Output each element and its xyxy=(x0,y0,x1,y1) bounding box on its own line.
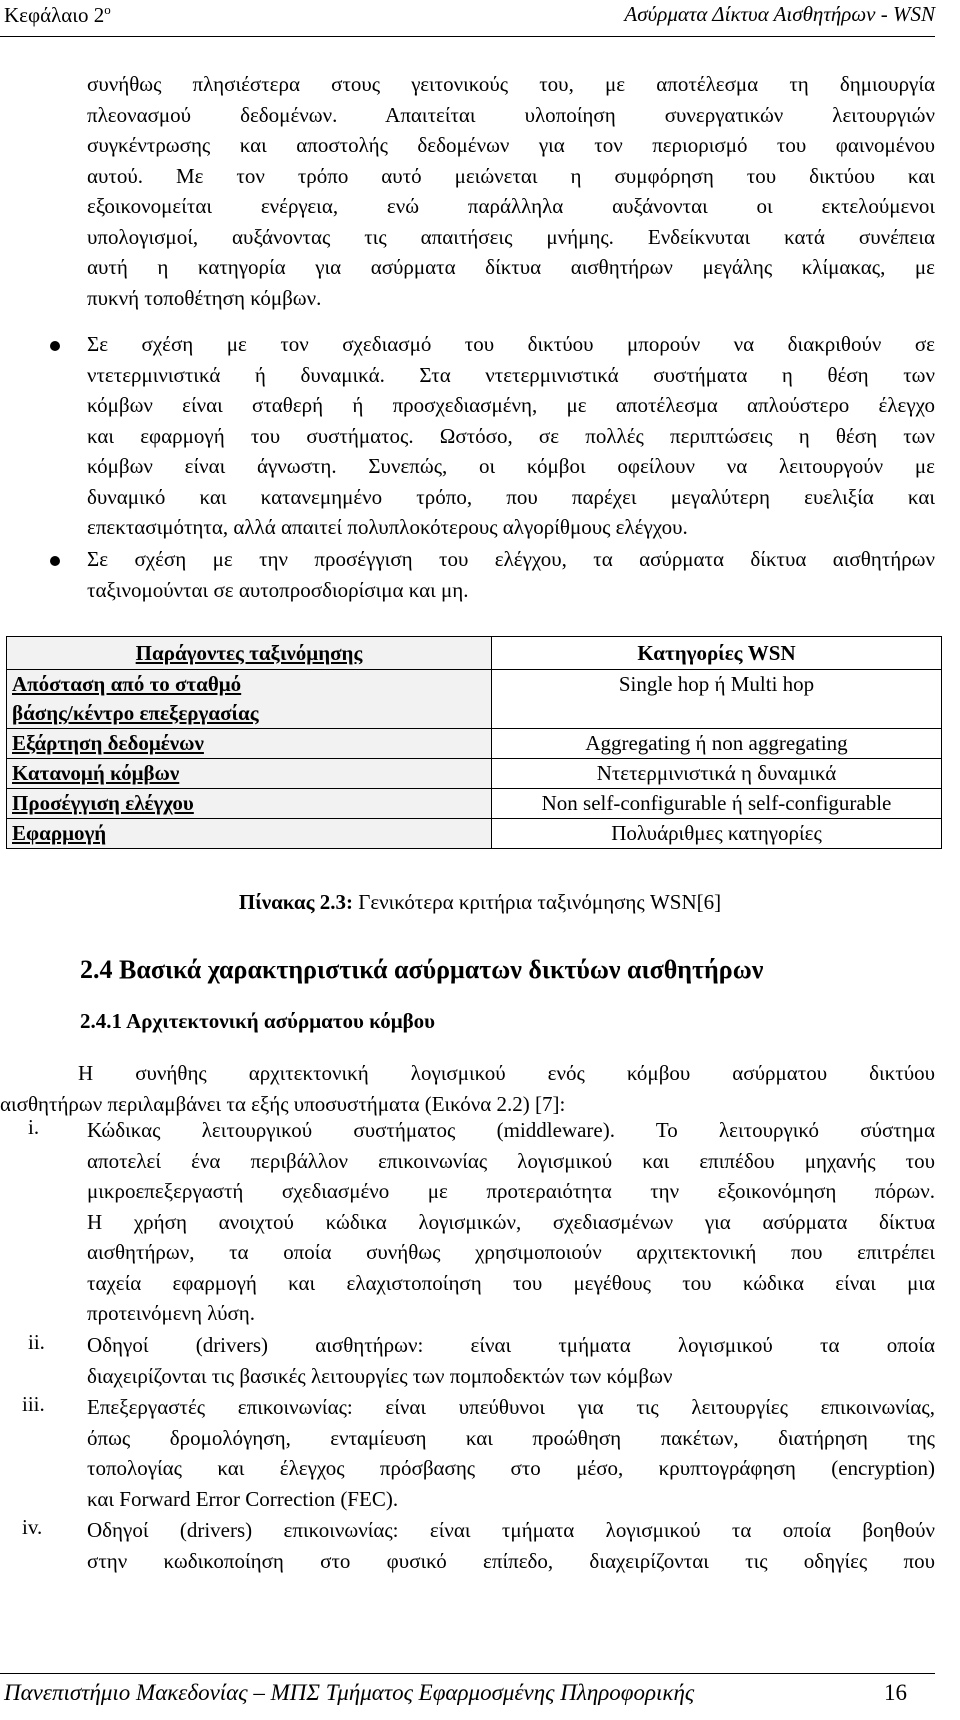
paragraph-continuation xyxy=(87,69,935,313)
text-line: Κώδικας λειτουργικού συστήματος (middleware). Το λειτουργικό σύστημα xyxy=(87,1118,935,1142)
table-header-row xyxy=(7,637,942,670)
bullet-icon xyxy=(50,341,60,351)
text-line: δυναμικό και κατανεμημένο τρόπο, που παρέχει μεγαλύτερη ευελιξία και xyxy=(87,484,935,509)
table-row xyxy=(7,729,942,759)
text-line: Η συνήθης αρχιτεκτονική λογισμικού ενός κόμβου ασύρματου δικτύου xyxy=(78,1061,935,1085)
table-cell-category: Single hop ή Multi hop xyxy=(492,670,942,729)
text-line: αυτή η κατηγορία για ασύρματα δίκτυα αισθητήρων μεγάλης κλίμακας, με xyxy=(87,255,935,279)
text-line: στην κωδικοποίηση στο φυσικό επίπεδο, διαχειρίζονται τις οδηγίες που xyxy=(87,1548,935,1573)
text-line: Σε σχέση με την προσέγγιση του ελέγχου, τα ασύρματα δίκτυα αισθητήρων xyxy=(87,547,935,571)
text-line: κόμβων είναι άγνωστη. Συνεπώς, οι κόμβοι οφείλουν να λειτουργούν με xyxy=(87,454,935,478)
list-item xyxy=(87,1392,935,1514)
table-row xyxy=(7,670,942,729)
list-number: ii. xyxy=(28,1330,45,1354)
subsection-title: 2.4.1 Αρχιτεκτονική ασύρματου κόμβου xyxy=(80,1009,436,1033)
page-footer xyxy=(0,1673,935,1720)
classification-table xyxy=(6,636,942,849)
text-line: ντετερμινιστικά ή δυναμικά. Στα ντετερμινιστικά συστήματα η θέση των xyxy=(87,362,935,387)
text-line: συνήθως πλησιέστερα στους γειτονικούς του, με αποτέλεσμα τη δημιουργία xyxy=(87,72,935,96)
text-line: αισθητήρων περιλαμβάνει τα εξής υποσυστήματα (Εικόνα 2.2) [7]: xyxy=(0,1091,566,1116)
text-line: όπως δρομολόγηση, ενταμίευση και προώθηση πακέτων, διατήρηση της xyxy=(87,1425,935,1450)
table-cell-factor: Απόσταση από το σταθμό βάσης/κέντρο επεξεργασίας xyxy=(7,670,492,729)
text-line: αυτού. Με τον τρόπο αυτό μειώνεται η συμφόρηση του δικτύου και xyxy=(87,163,935,188)
list-number: iv. xyxy=(22,1515,43,1539)
text-line: προτεινόμενη λύση. xyxy=(87,1301,256,1325)
table-header-factors: Παράγοντες ταξινόμησης xyxy=(7,637,492,670)
chapter-label: Κεφάλαιο $2^o$ xyxy=(4,2,111,27)
text-line: επεκτασιμότητα, αλλά απαιτεί πολυπλοκότερους αλγορίθμους ελέγχου. xyxy=(87,515,688,539)
bullet-paragraph-design xyxy=(87,329,935,543)
list-number: i. xyxy=(28,1115,40,1139)
table-row xyxy=(7,789,942,819)
text-line: και εφαρμογή του συστήματος. Ωστόσο, σε πολλές περιπτώσεις η θέση των xyxy=(87,423,935,448)
text-line: Οδηγοί (drivers) επικοινωνίας: είναι τμήματα λογισμικού τα οποία βοηθούν xyxy=(87,1518,935,1542)
bullet-paragraph-control xyxy=(87,544,935,605)
text-line: τοπολογίας και έλεγχος πρόσβασης στο μέσο, κρυπτογράφηση (encryption) xyxy=(87,1456,935,1480)
table-cell-category: Aggregating ή non aggregating xyxy=(492,729,942,759)
text-line: Η χρήση ανοιχτού κώδικα λογισμικών, σχεδιασμένων για ασύρματα δίκτυα xyxy=(87,1209,935,1234)
text-line: κόμβων είναι σταθερή ή προσχεδιασμένη, με αποτέλεσμα απλούστερο έλεγχο xyxy=(87,393,935,417)
text-line: πλεονασμού δεδομένων. Απαιτείται υλοποίηση συνεργατικών λειτουργιών xyxy=(87,102,935,127)
text-line: μικροεπεξεργαστή σχεδιασμένο με προτεραιότητα την εξοικονόμηση πόρων. xyxy=(87,1179,935,1203)
list-item xyxy=(87,1515,935,1576)
text-line: διαχειρίζονται τις βασικές λειτουργίες των πομποδεκτών των κόμβων xyxy=(87,1363,673,1388)
table-cell-factor: Εφαρμογή xyxy=(7,819,492,849)
text-line: συγκέντρωσης και αποστολής δεδομένων για τον περιορισμό του φαινομένου xyxy=(87,133,935,157)
footer-text: Πανεπιστήμιο Μακεδονίας – ΜΠΣ Τμήματος Εφαρμοσμένης Πληροφορικής xyxy=(4,1680,695,1705)
running-title: Ασύρματα Δίκτυα Αισθητήρων - WSN xyxy=(624,2,935,26)
table-row xyxy=(7,819,942,849)
table-header-categories: Κατηγορίες WSN xyxy=(492,637,942,670)
text-line: Επεξεργαστές επικοινωνίας: είναι υπεύθυνοι για τις λειτουργίες επικοινωνίας, xyxy=(87,1395,935,1419)
table-cell-category: Ντετερμινιστικά η δυναμικά xyxy=(492,759,942,789)
list-item xyxy=(87,1115,935,1329)
text-line: αισθητήρων, τα οποία συνήθως χρησιμοποιούν αρχιτεκτονική που επιτρέπει xyxy=(87,1240,935,1264)
text-line: εξοικονομείται ενέργεια, ενώ παράλληλα αυξάνονται οι εκτελούμενοι xyxy=(87,194,935,218)
bullet-icon xyxy=(50,556,60,566)
table-caption: Πίνακας 2.3: Γενικότερα κριτήρια ταξινόμησης WSN[6] xyxy=(238,890,722,914)
text-line: υπολογισμοί, αυξάνοντας τις απαιτήσεις μνήμης. Ενδείκνυται κατά συνέπεια xyxy=(87,224,935,249)
text-line: πυκνή τοποθέτηση κόμβων. xyxy=(87,285,322,310)
table-cell-factor: Προσέγγιση ελέγχου xyxy=(7,789,492,819)
text-line: Οδηγοί (drivers) αισθητήρων: είναι τμήματα λογισμικού τα οποία xyxy=(87,1333,935,1357)
table-cell-category: Non self-configurable ή self-configurable xyxy=(492,789,942,819)
text-line: και Forward Error Correction (FEC). xyxy=(87,1486,399,1511)
table-cell-factor: Εξάρτηση δεδομένων xyxy=(7,729,492,759)
text-line: ταξινομούνται σε αυτοπροσδιορίσιμα και μη. xyxy=(87,577,469,602)
list-item xyxy=(87,1330,935,1391)
list-number: iii. xyxy=(22,1392,45,1416)
page-number: 16 xyxy=(884,1680,907,1705)
table-cell-factor: Κατανομή κόμβων xyxy=(7,759,492,789)
text-line: Σε σχέση με τον σχεδιασμό του δικτύου μπορούν να διακριθούν σε xyxy=(87,332,935,356)
intro-paragraph xyxy=(0,1058,935,1119)
table-cell-category: Πολυάριθμες κατηγορίες xyxy=(492,819,942,849)
page-header xyxy=(0,0,935,37)
table-row xyxy=(7,759,942,789)
text-line: ταχεία εφαρμογή και ελαχιστοποίηση του μεγέθους του κώδικα είναι μια xyxy=(87,1270,935,1295)
text-line: αποτελεί ένα περιβάλλον επικοινωνίας λογισμικού και επιπέδου μηχανής του xyxy=(87,1148,935,1173)
section-title: 2.4 Βασικά χαρακτηριστικά ασύρματων δικτύων αισθητήρων xyxy=(80,955,764,984)
